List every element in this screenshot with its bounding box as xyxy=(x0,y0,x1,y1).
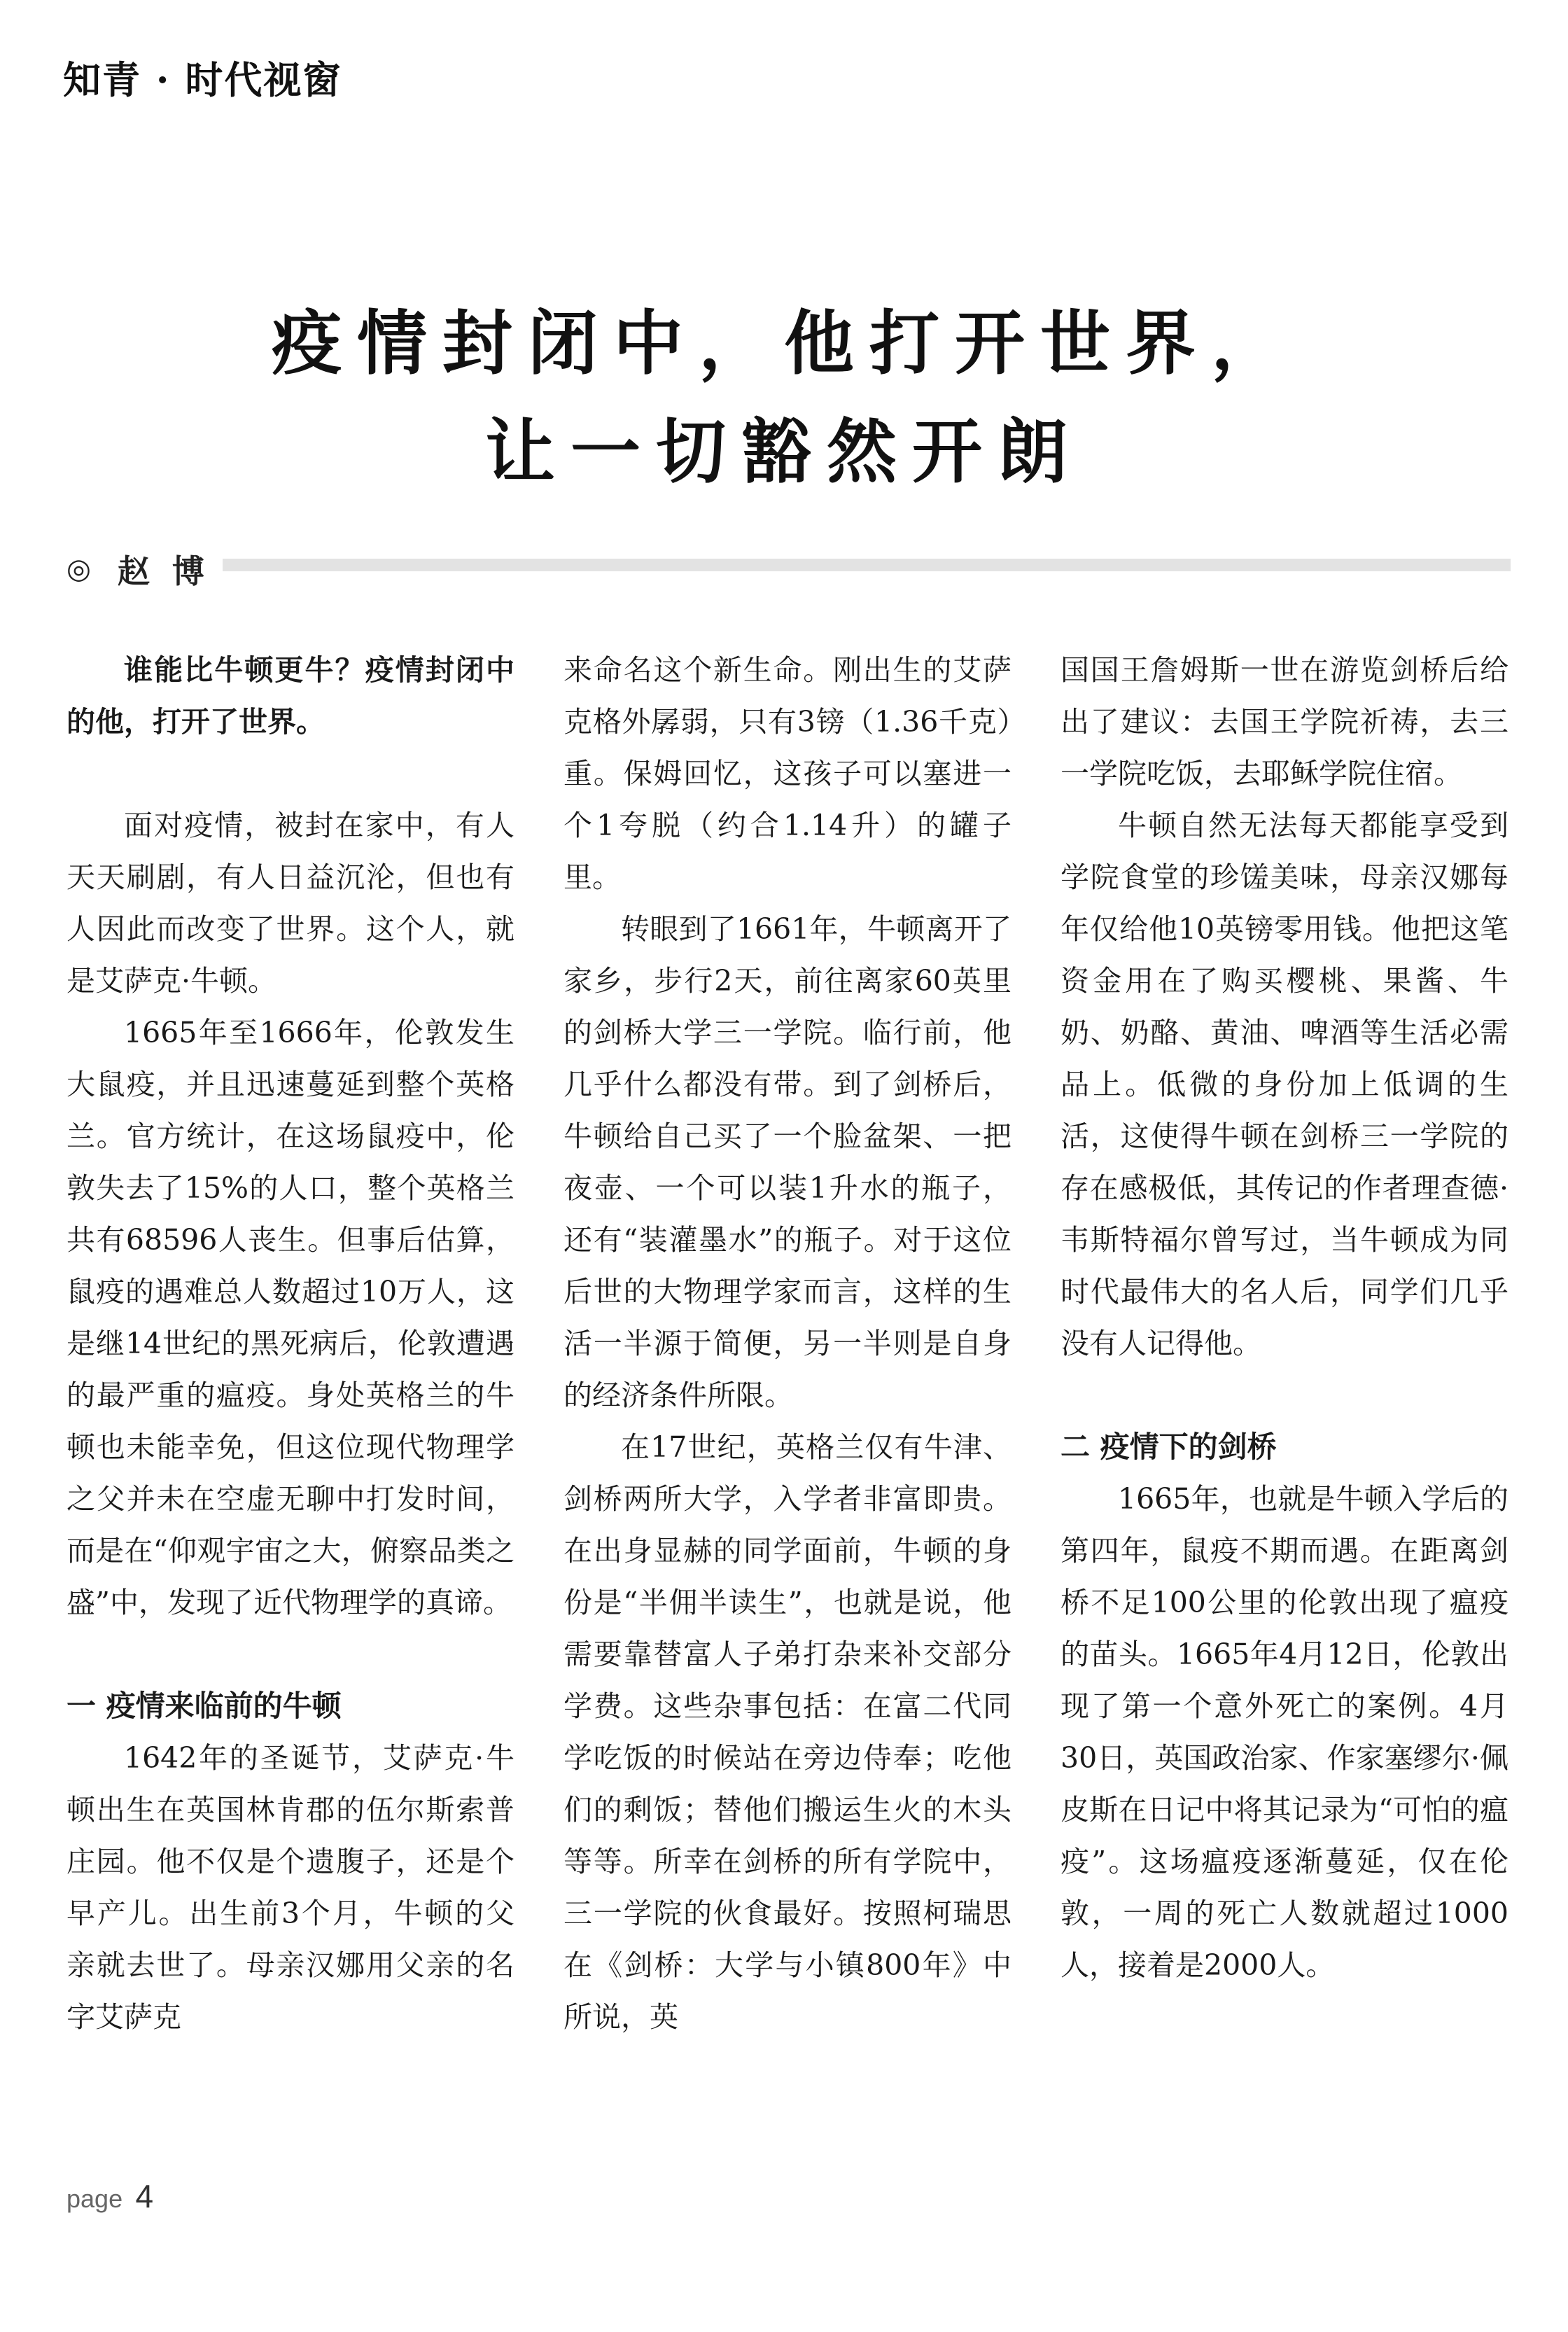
paragraph: 面对疫情，被封在家中，有人天天刷剧，有人日益沉沦，但也有人因此而改变了世界。这个人，就是艾萨克·牛顿。 xyxy=(66,809,514,998)
section-heading-1: 一 疫情来临前的牛顿 xyxy=(66,1689,342,1723)
paragraph: 转眼到了1661年，牛顿离开了家乡，步行2天，前往离家60英里的剑桥大学三一学院。临行前，他几乎什么都没有带。到了剑桥后，牛顿给自己买了一个脸盆架、一把夜壶、一个可以装1升水的瓶子，还有“装灌墨水”的瓶子。对于这位后世的大物理学家而言，这样的生活一半源于简便，另一半则是自身的经济条件所限。 xyxy=(564,912,1011,1412)
paragraph: 1665年至1666年，伦敦发生大鼠疫，并且迅速蔓延到整个英格兰。官方统计，在这场鼠疫中，伦敦失去了15%的人口，整个英格兰共有68596人丧生。但事后估算，鼠疫的遇难总人数超过10万人，这是继14世纪的黑死病后，伦敦遭遇的最严重的瘟疫。身处英格兰的牛顿也未能幸免，但这位现代物理学之父并未在空虚无聊中打发时间，而是在“仰观宇宙之大，俯察品类之盛”中，发现了近代物理学的真谛。 xyxy=(66,1016,514,1619)
page-footer xyxy=(66,2177,153,2215)
section-heading-2: 二 疫情下的剑桥 xyxy=(1060,1430,1277,1464)
paragraph-continued: 国国王詹姆斯一世在游览剑桥后给出了建议：去国王学院祈祷，去三一学院吃饭，去耶稣学院住宿。 xyxy=(1060,653,1508,790)
paragraph: 在17世纪，英格兰仅有牛津、剑桥两所大学，入学者非富即贵。在出身显赫的同学面前，牛顿的身份是“半佣半读生”，也就是说，他需要靠替富人子弟打杂来补交部分学费。这些杂事包括：在富二代同学吃饭的时候站在旁边侍奉；吃他们的剩饭；替他们搬运生火的木头等等。所幸在剑桥的所有学院中，三一学院的伙食最好。按照柯瑞思在《剑桥：大学与小镇800年》中所说，英 xyxy=(564,1430,1011,2034)
byline xyxy=(66,546,210,592)
paragraph-continued: 来命名这个新生命。刚出生的艾萨克格外孱弱，只有3镑（1.36千克）重。保姆回忆，这孩子可以塞进一个1夸脱（约合1.14升）的罐子里。 xyxy=(564,653,1011,894)
byline-mark: ◎ xyxy=(66,553,97,585)
paragraph: 牛顿自然无法每天都能享受到学院食堂的珍馐美味，母亲汉娜每年仅给他10英镑零用钱。他把这笔资金用在了购买樱桃、果酱、牛奶、奶酪、黄油、啤酒等生活必需品上。低微的身份加上低调的生活，这使得牛顿在剑桥三一学院的存在感极低，其传记的作者理查德·韦斯特福尔曾写过，当牛顿成为同时代最伟大的名人后，同学们几乎没有人记得他。 xyxy=(1060,809,1508,1360)
section-tag: 知青 · 时代视窗 xyxy=(63,57,342,102)
paragraph: 1665年，也就是牛顿入学后的第四年，鼠疫不期而遇。在距离剑桥不足100公里的伦敦出现了瘟疫的苗头。1665年4月12日，伦敦出现了第一个意外死亡的案例。4月30日，英国政治家、作家塞缪尔·佩皮斯在日记中将其记录为“可怕的瘟疫”。这场瘟疫逐渐蔓延，仅在伦敦，一周的死亡人数就超过1000人，接着是2000人。 xyxy=(1060,1482,1508,1982)
page-number: 4 xyxy=(135,2178,154,2214)
article-title-line-2: 让一切豁然开朗 xyxy=(485,411,1083,493)
byline-rule xyxy=(223,559,1511,571)
page-label: page xyxy=(66,2184,123,2213)
column-3 xyxy=(1060,644,1508,1991)
author-name: 赵 博 xyxy=(117,552,210,590)
column-2 xyxy=(564,644,1011,2043)
lead-paragraph: 谁能比牛顿更牛？疫情封闭中的他，打开了世界。 xyxy=(66,653,514,739)
paragraph: 1642年的圣诞节，艾萨克·牛顿出生在英国林肯郡的伍尔斯索普庄园。他不仅是个遗腹子，还是个早产儿。出生前3个月，牛顿的父亲就去世了。母亲汉娜用父亲的名字艾萨克 xyxy=(66,1741,514,2034)
column-1 xyxy=(66,644,514,2043)
article-title-line-1: 疫情封闭中，他打开世界， xyxy=(272,302,1296,384)
